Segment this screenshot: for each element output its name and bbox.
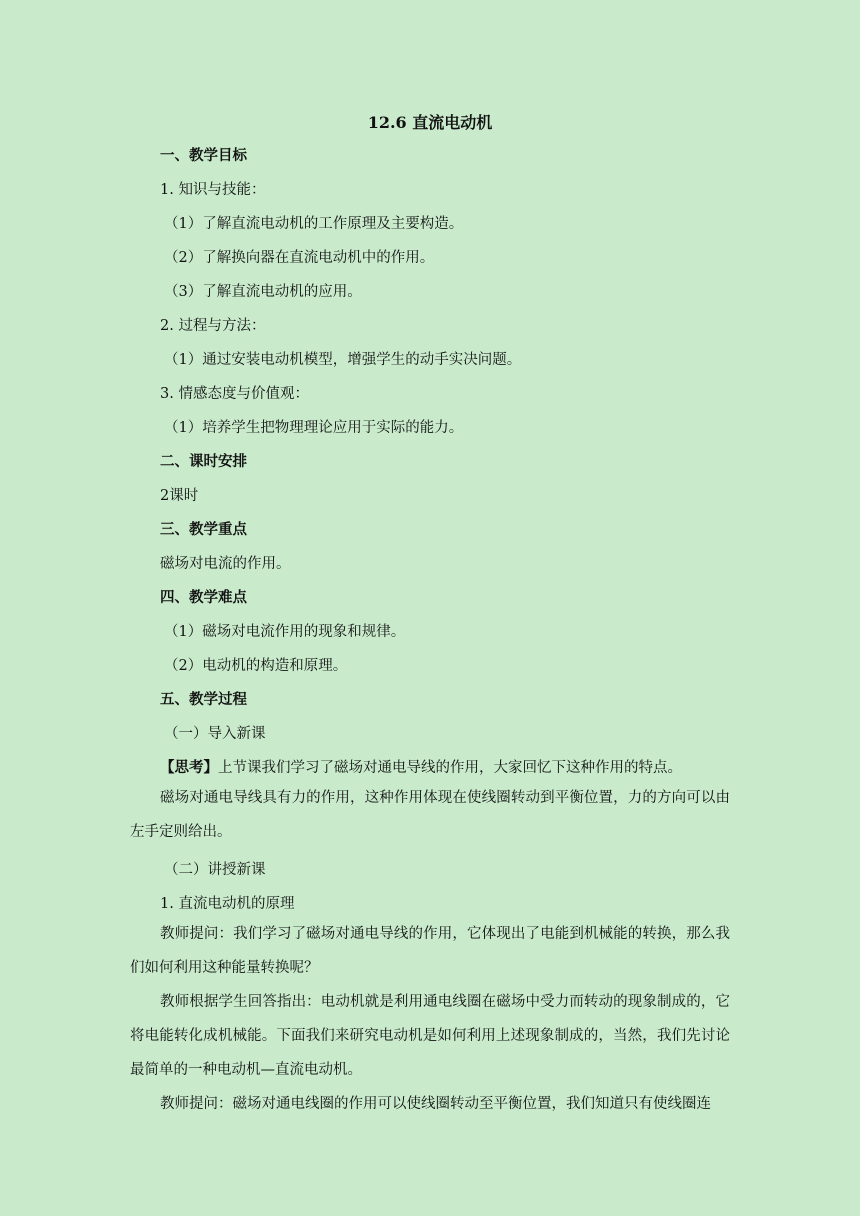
list-item: （3）了解直流电动机的应用。: [164, 284, 362, 300]
think-paragraph: [160, 758, 682, 778]
think-text: 上节课我们学习了磁场对通电导线的作用，大家回忆下这种作用的特点。: [218, 760, 682, 776]
list-item: （1）通过安装电动机模型，增强学生的动手实决问题。: [164, 352, 522, 368]
subheading-knowledge: 1. 知识与技能：: [160, 182, 266, 198]
heading-difficulties: 四、教学难点: [160, 589, 247, 606]
list-item: （1）磁场对电流作用的现象和规律。: [164, 624, 406, 640]
list-item: （2）电动机的构造和原理。: [164, 658, 348, 674]
subheading-new-lesson: （二）讲授新课: [164, 862, 266, 878]
paragraph-question-1: 教师提问：我们学习了磁场对通电导线的作用，它体现出了电能到机械能的转换，那么我们如何利用这种能量转换呢？: [130, 926, 730, 976]
key-points-text: 磁场对电流的作用。: [160, 556, 291, 572]
schedule-text: 2课时: [160, 488, 199, 504]
heading-objectives: 一、教学目标: [160, 147, 247, 164]
list-item: （2）了解换向器在直流电动机中的作用。: [164, 250, 435, 266]
document-title: 12.6 直流电动机: [367, 113, 493, 132]
subheading-attitude: 3. 情感态度与价值观：: [160, 386, 309, 402]
list-item: （1）了解直流电动机的工作原理及主要构造。: [164, 216, 464, 232]
list-item: （1）培养学生把物理理论应用于实际的能力。: [164, 420, 464, 436]
paragraph-answer: 磁场对通电导线具有力的作用，这种作用体现在使线圈转动到平衡位置，力的方向可以由左手定则给出。: [130, 790, 730, 840]
subheading-intro: （一）导入新课: [164, 726, 266, 742]
heading-schedule: 二、课时安排: [160, 453, 247, 470]
think-label: 【思考】: [160, 759, 218, 776]
heading-process: 五、教学过程: [160, 691, 247, 708]
subheading-principle: 1. 直流电动机的原理: [160, 896, 295, 912]
subheading-process: 2. 过程与方法：: [160, 318, 266, 334]
paragraph-explanation: 教师根据学生回答指出：电动机就是利用通电线圈在磁场中受力而转动的现象制成的，它将电能转化成机械能。下面我们来研究电动机是如何利用上述现象制成的，当然，我们先讨论最简单的一种电动机—直流电动机。: [130, 994, 730, 1078]
heading-key-points: 三、教学重点: [160, 521, 247, 538]
paragraph-question-2: 教师提问：磁场对通电线圈的作用可以使线圈转动至平衡位置，我们知道只有使线圈连: [160, 1096, 711, 1112]
